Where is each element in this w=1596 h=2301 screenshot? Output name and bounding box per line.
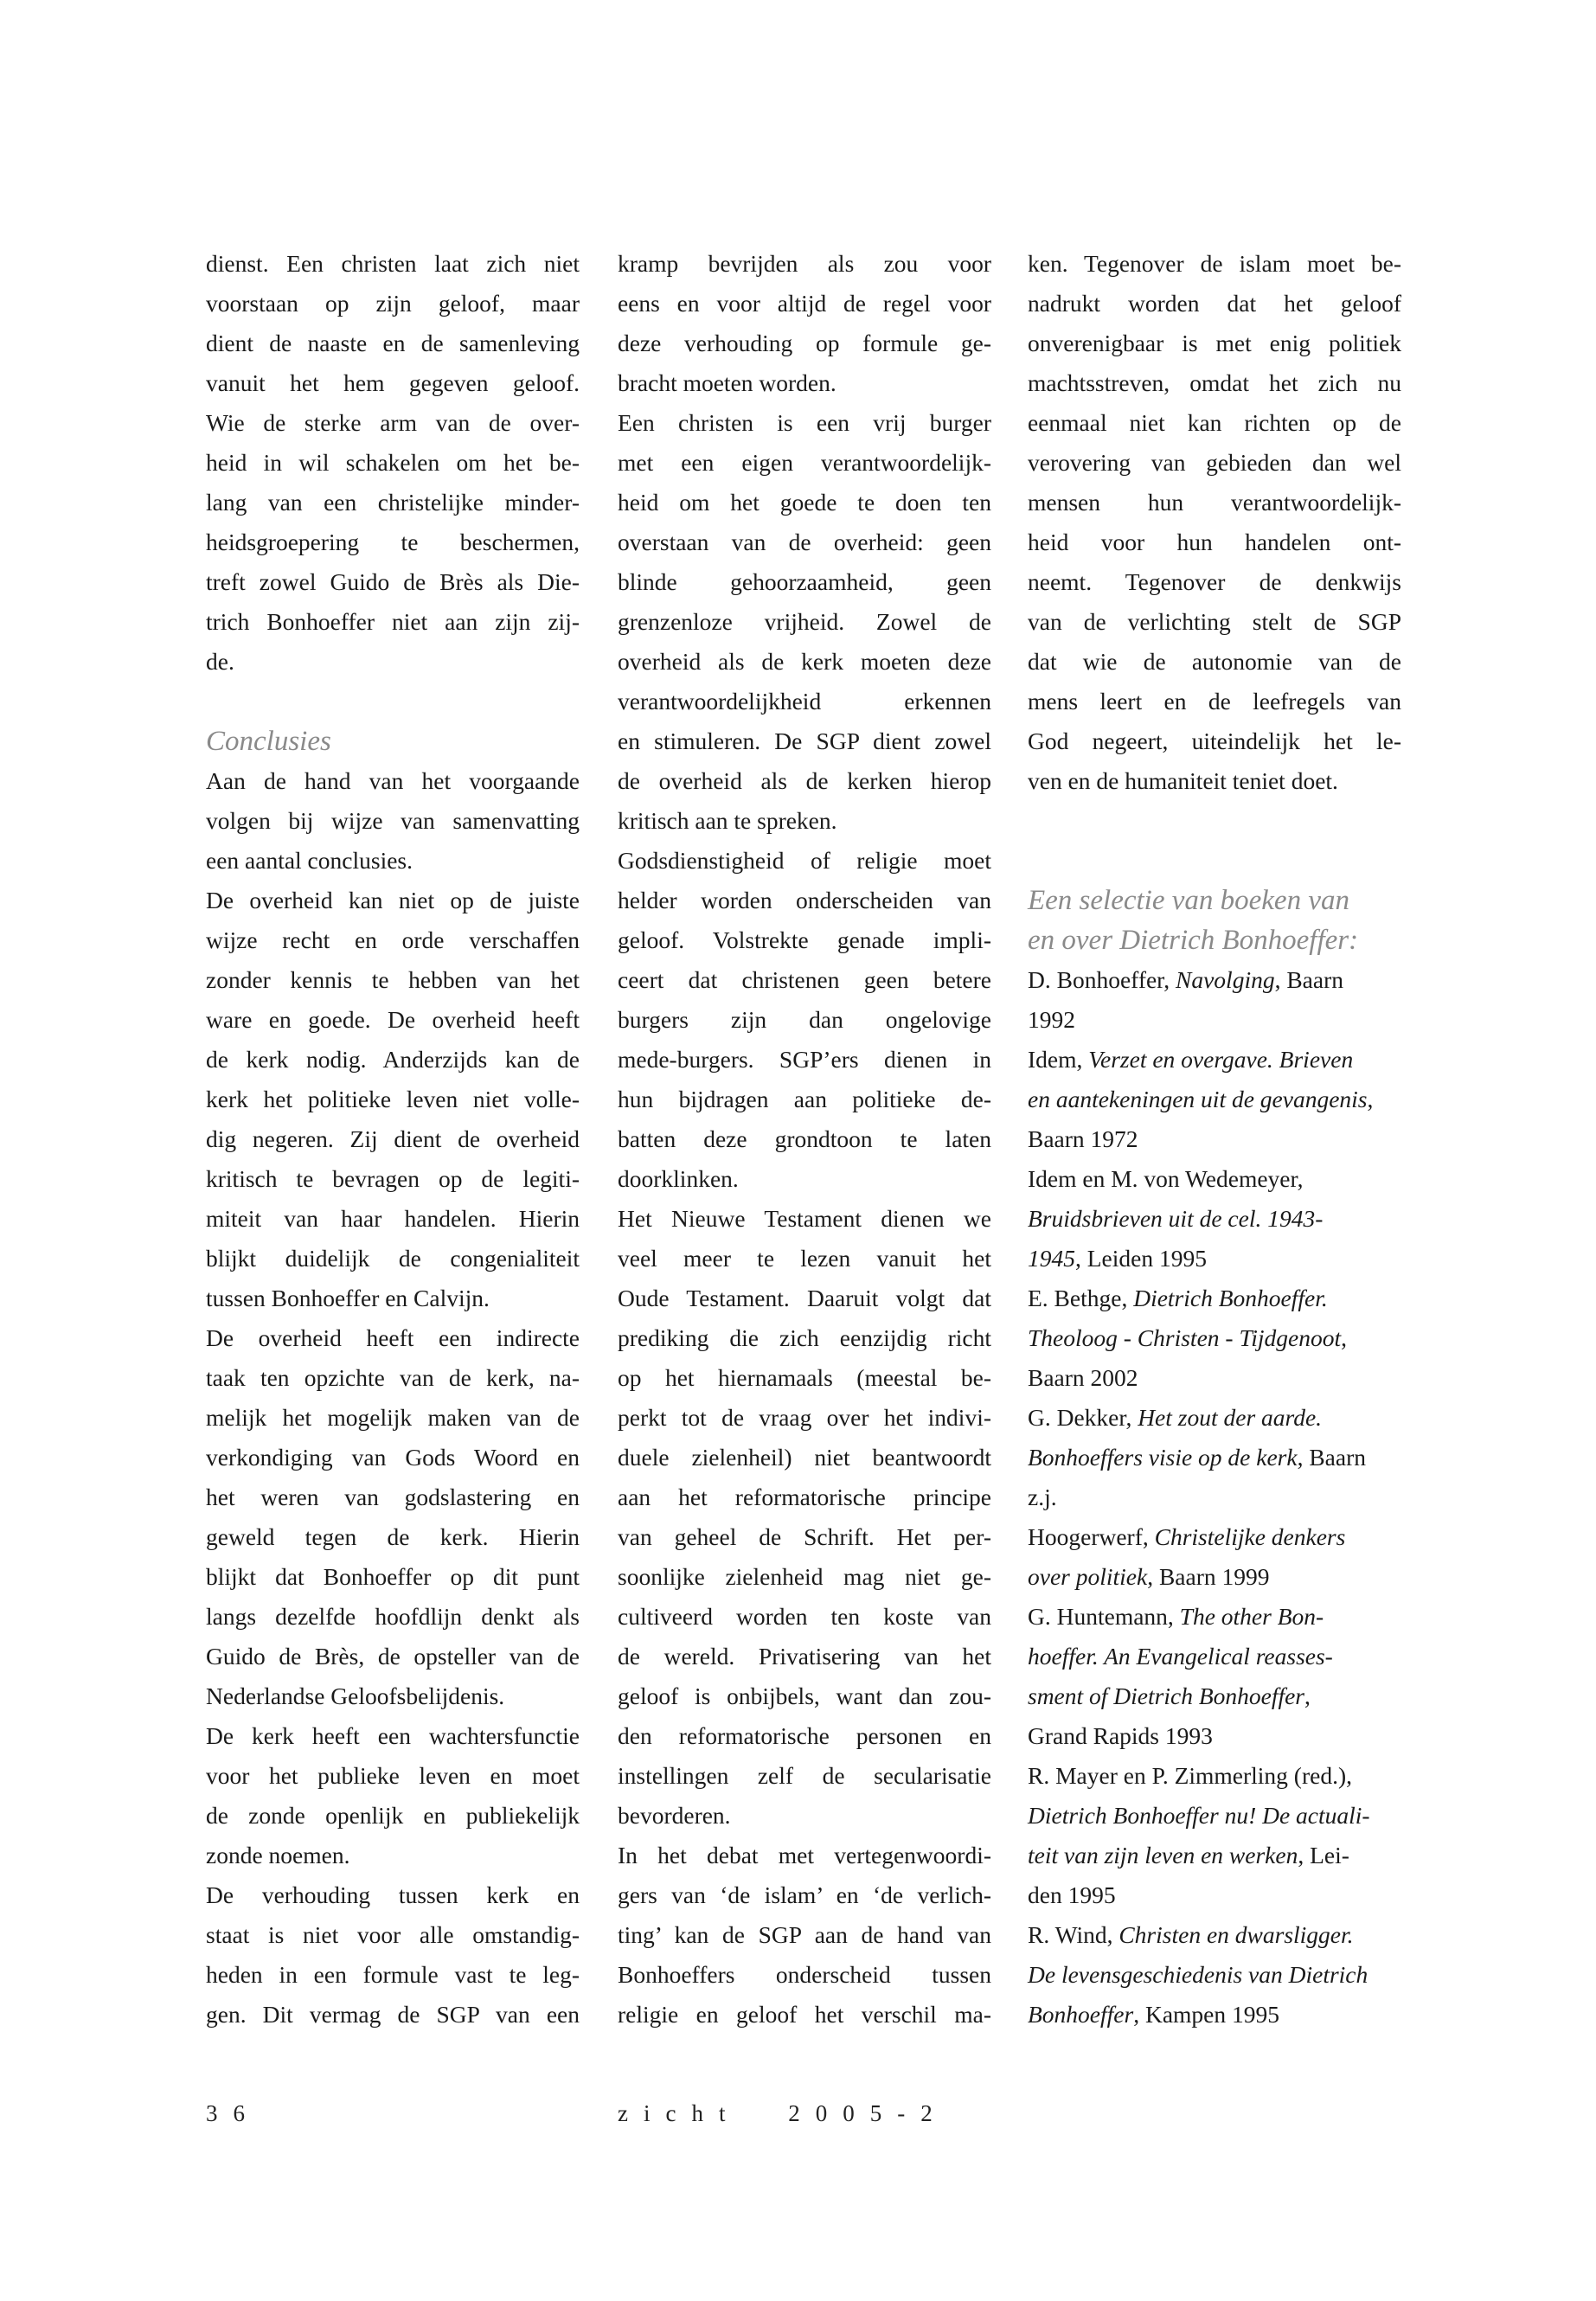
reference-line — [1028, 1119, 1401, 1159]
reference-title: Dietrich Bonhoeffer nu! De actuali- — [1028, 1802, 1370, 1829]
text-line: De overheid heeft een indirecte — [206, 1324, 580, 1351]
reference-text: Baarn 2002 — [1028, 1364, 1138, 1391]
reference-line — [1028, 1716, 1401, 1756]
reference-line — [1028, 1796, 1401, 1836]
reference-item — [1028, 1756, 1401, 1915]
column-left — [206, 244, 580, 2035]
text-line: batten deze grondtoon te laten — [618, 1125, 991, 1152]
text-line: Nederlandse Geloofsbelijdenis. — [206, 1682, 505, 1709]
reference-line — [1028, 1438, 1401, 1477]
reference-title: The other Bon- — [1179, 1603, 1324, 1630]
reference-title: 1945 — [1028, 1245, 1075, 1272]
text-line: dient de naaste en de samenleving — [206, 330, 580, 356]
text-line: met een eigen verantwoordelijk- — [618, 449, 991, 476]
text-line: de kerk nodig. Anderzijds kan de — [206, 1046, 580, 1073]
text-line: overstaan van de overheid: geen — [618, 529, 991, 555]
text-line: heid om het goede te doen ten — [618, 489, 991, 516]
text-line: den reformatorische personen en — [618, 1722, 991, 1749]
text-line: verkondiging van Gods Woord en — [206, 1444, 580, 1471]
body-paragraph — [618, 1199, 991, 1836]
reference-title: Bonhoeffer — [1028, 2001, 1134, 2028]
text-line: zonde noemen. — [206, 1842, 350, 1868]
reference-line — [1028, 1040, 1401, 1080]
reference-text: , — [1341, 1324, 1347, 1351]
reference-text: Hoogerwerf, — [1028, 1523, 1155, 1550]
reference-item — [1028, 1915, 1401, 2035]
text-line: Godsdienstigheid of religie moet — [618, 847, 991, 874]
text-line: lang van een christelijke minder- — [206, 489, 580, 516]
reference-item — [1028, 1398, 1401, 1517]
text-line: dienst. Een christen laat zich niet — [206, 250, 580, 277]
column-middle — [618, 244, 991, 2035]
reference-title: Christen en dwarsligger. — [1118, 1921, 1354, 1948]
reference-text: G. Huntemann, — [1028, 1603, 1180, 1630]
body-paragraph — [206, 881, 580, 1318]
reference-title: Navolging — [1176, 966, 1275, 993]
text-line: mede-burgers. SGP’ers dienen in — [618, 1046, 991, 1073]
reference-title: Bonhoeffers visie op de kerk — [1028, 1444, 1298, 1471]
text-line: neemt. Tegenover de denkwijs — [1028, 568, 1401, 595]
text-line: perkt tot de vraag over het indivi- — [618, 1404, 991, 1431]
reference-title: teit van zijn leven en werken — [1028, 1842, 1298, 1868]
text-line: eens en voor altijd de regel voor — [618, 290, 991, 317]
text-line: bracht moeten worden. — [618, 369, 836, 396]
books-heading — [1028, 881, 1401, 960]
text-line: eenmaal niet kan richten op de — [1028, 409, 1401, 436]
reference-line — [1028, 1239, 1401, 1279]
text-line: heid voor hun handelen ont- — [1028, 529, 1401, 555]
reference-title: Het zout der aarde. — [1138, 1404, 1323, 1431]
reference-text: Grand Rapids 1993 — [1028, 1722, 1213, 1749]
reference-line — [1028, 960, 1401, 1000]
text-line: blinde gehoorzaamheid, geen — [618, 568, 991, 595]
text-line: duele zielenheil) niet beantwoordt — [618, 1444, 991, 1471]
text-line: miteit van haar handelen. Hierin — [206, 1205, 580, 1232]
reference-item — [1028, 1597, 1401, 1756]
text-line: op het hiernamaals (meestal be- — [618, 1364, 991, 1391]
text-line: de. — [206, 648, 234, 675]
reference-line — [1028, 1159, 1401, 1199]
text-line: mensen hun verantwoordelijk- — [1028, 489, 1401, 516]
text-line: heid in wil schakelen om het be- — [206, 449, 580, 476]
reference-line — [1028, 1477, 1401, 1517]
reference-text: , — [1367, 1086, 1374, 1112]
text-line: blijkt dat Bonhoeffer op dit punt — [206, 1563, 580, 1590]
reference-text: , Baarn — [1274, 966, 1344, 993]
reference-item — [1028, 960, 1401, 1040]
text-line: de overheid als de kerken hierop — [618, 767, 991, 794]
text-line: vanuit het hem gegeven geloof. — [206, 369, 580, 396]
text-line: grenzenloze vrijheid. Zowel de — [618, 608, 991, 635]
reference-item — [1028, 1279, 1401, 1398]
reference-line — [1028, 1199, 1401, 1239]
reference-line — [1028, 1756, 1401, 1796]
text-line: gen. Dit vermag de SGP van een — [206, 2001, 580, 2028]
text-line: ting’ kan de SGP aan de hand van — [618, 1921, 991, 1948]
text-line: ceert dat christenen geen betere — [618, 966, 991, 993]
text-line: dig negeren. Zij dient de overheid — [206, 1125, 580, 1152]
text-line: heden in een formule vast te leg- — [206, 1961, 580, 1988]
reference-line — [1028, 1995, 1401, 2035]
reference-text: 1992 — [1028, 1006, 1075, 1033]
reference-line — [1028, 1597, 1401, 1637]
reference-title: Bruidsbrieven uit de cel. 1943- — [1028, 1205, 1324, 1232]
reference-text: Baarn 1972 — [1028, 1125, 1138, 1152]
reference-line — [1028, 1517, 1401, 1557]
reference-line — [1028, 1358, 1401, 1398]
text-line: machtsstreven, omdat het zich nu — [1028, 369, 1401, 396]
reference-item — [1028, 1159, 1401, 1279]
reference-text: , Baarn 1999 — [1147, 1563, 1270, 1590]
text-line: verovering van gebieden dan wel — [1028, 449, 1401, 476]
text-line: kerk het politieke leven niet volle- — [206, 1086, 580, 1112]
section-heading-conclusies: Conclusies — [206, 726, 331, 757]
reference-text: E. Bethge, — [1028, 1285, 1134, 1311]
text-line: wijze recht en orde verschaffen — [206, 926, 580, 953]
text-line: nadrukt worden dat het geloof — [1028, 290, 1401, 317]
books-heading-line: Een selectie van boeken van — [1028, 885, 1349, 916]
text-line: geloof is onbijbels, want dan zou- — [618, 1682, 991, 1709]
body-paragraph — [206, 1318, 580, 1716]
reference-text: , Kampen 1995 — [1133, 2001, 1279, 2028]
reference-line — [1028, 1875, 1401, 1915]
text-line: dat wie de autonomie van de — [1028, 648, 1401, 675]
body-paragraph — [618, 841, 991, 1199]
text-line: onverenigbaar is met enig politiek — [1028, 330, 1401, 356]
body-paragraph — [206, 244, 580, 682]
text-line: blijkt duidelijk de congenialiteit — [206, 1245, 580, 1272]
text-line: God negeert, uiteindelijk het le- — [1028, 727, 1401, 754]
text-line: gers van ‘de islam’ en ‘de verlich- — [618, 1881, 991, 1908]
body-paragraph — [1028, 244, 1401, 801]
text-line: veel meer te lezen vanuit het — [618, 1245, 991, 1272]
text-line: trich Bonhoeffer niet aan zijn zij- — [206, 608, 580, 635]
text-line: Guido de Brès, de opsteller van de — [206, 1643, 580, 1670]
reference-text: , — [1304, 1682, 1311, 1709]
text-line: hun bijdragen aan politieke de- — [618, 1086, 991, 1112]
text-line: deze verhouding op formule ge- — [618, 330, 991, 356]
column-right — [1028, 244, 1401, 2035]
text-line: Het Nieuwe Testament dienen we — [618, 1205, 991, 1232]
reference-text: Idem, — [1028, 1046, 1089, 1073]
text-line: het weren van godslastering en — [206, 1484, 580, 1510]
text-line: doorklinken. — [618, 1165, 739, 1192]
text-line: tussen Bonhoeffer en Calvijn. — [206, 1285, 490, 1311]
body-paragraph — [618, 403, 991, 841]
text-line: Oude Testament. Daaruit volgt dat — [618, 1285, 991, 1311]
text-line: langs dezelfde hoofdlijn denkt als — [206, 1603, 580, 1630]
text-line: geloof. Volstrekte genade impli- — [618, 926, 991, 953]
reference-title: Christelijke denkers — [1154, 1523, 1346, 1550]
reference-text: den 1995 — [1028, 1881, 1116, 1908]
text-line: helder worden onderscheiden van — [618, 887, 991, 913]
reference-title: De levensgeschiedenis van Dietrich — [1028, 1961, 1368, 1988]
text-line: ven en de humaniteit teniet doet. — [1028, 767, 1338, 794]
text-line: geweld tegen de kerk. Hierin — [206, 1523, 580, 1550]
text-line: aan het reformatorische principe — [618, 1484, 991, 1510]
text-line: kramp bevrijden als zou voor — [618, 250, 991, 277]
reference-text: , Leiden 1995 — [1075, 1245, 1207, 1272]
reference-title: over politiek — [1028, 1563, 1148, 1590]
publication-name: zicht 2005-2 — [618, 2100, 948, 2126]
text-line: taak ten opzichte van de kerk, na- — [206, 1364, 580, 1391]
text-line: Een christen is een vrij burger — [618, 409, 991, 436]
body-paragraph — [206, 1716, 580, 1875]
reference-title: en aantekeningen uit de gevangenis — [1028, 1086, 1368, 1112]
text-line: Bonhoeffers onderscheid tussen — [618, 1961, 991, 1988]
reference-text: R. Wind, — [1028, 1921, 1119, 1948]
reference-line — [1028, 1398, 1401, 1438]
body-paragraph — [618, 1836, 991, 2035]
text-line: bevorderen. — [618, 1802, 731, 1829]
body-paragraph — [206, 761, 580, 881]
reference-line — [1028, 1915, 1401, 1955]
text-line: mens leert en de leefregels van — [1028, 688, 1401, 715]
reference-text: G. Dekker, — [1028, 1404, 1138, 1431]
reference-line — [1028, 1955, 1401, 1995]
text-line: prediking die zich eenzijdig richt — [618, 1324, 991, 1351]
text-line: cultiveerd worden ten koste van — [618, 1603, 991, 1630]
text-line: De kerk heeft een wachtersfunctie — [206, 1722, 580, 1749]
reference-text: R. Mayer en P. Zimmerling (red.), — [1028, 1762, 1352, 1789]
text-line: melijk het mogelijk maken van de — [206, 1404, 580, 1431]
text-line: Aan de hand van het voorgaande — [206, 767, 580, 794]
reference-title: hoeffer. An Evangelical reasses- — [1028, 1643, 1333, 1670]
publication-title — [618, 2100, 948, 2127]
page-number: 36 — [206, 2100, 260, 2126]
text-line: burgers zijn dan ongelovige — [618, 1006, 991, 1033]
reference-title: Dietrich Bonhoeffer. — [1133, 1285, 1328, 1311]
reference-line — [1028, 1637, 1401, 1676]
text-line: volgen bij wijze van samenvatting — [206, 807, 580, 834]
reference-text: D. Bonhoeffer, — [1028, 966, 1176, 993]
text-line: de wereld. Privatisering van het — [618, 1643, 991, 1670]
text-line: Wie de sterke arm van de over- — [206, 409, 580, 436]
text-line: en stimuleren. De SGP dient zowel — [618, 727, 991, 754]
reference-text: Idem en M. von Wedemeyer, — [1028, 1165, 1304, 1192]
reference-text: , Baarn — [1297, 1444, 1366, 1471]
text-line: ken. Tegenover de islam moet be- — [1028, 250, 1401, 277]
reference-title: Theoloog - Christen - Tijdgenoot — [1028, 1324, 1342, 1351]
reference-text: , Lei- — [1298, 1842, 1349, 1868]
books-heading-line: en over Dietrich Bonhoeffer: — [1028, 925, 1359, 956]
text-line: van geheel de Schrift. Het per- — [618, 1523, 991, 1550]
text-line: van de verlichting stelt de SGP — [1028, 608, 1401, 635]
text-line: instellingen zelf de secularisatie — [618, 1762, 991, 1789]
body-paragraph — [618, 244, 991, 403]
reference-line — [1028, 1279, 1401, 1318]
reference-item — [1028, 1517, 1401, 1597]
body-paragraph — [206, 1875, 580, 2035]
text-line: treft zowel Guido de Brès als Die- — [206, 568, 580, 595]
text-line: de zonde openlijk en publiekelijk — [206, 1802, 580, 1829]
reference-line — [1028, 1557, 1401, 1597]
text-line: voor het publieke leven en moet — [206, 1762, 580, 1789]
text-line: overheid als de kerk moeten deze — [618, 648, 991, 675]
text-line: staat is niet voor alle omstandig- — [206, 1921, 580, 1948]
reference-list — [1028, 960, 1401, 2035]
reference-line — [1028, 1676, 1401, 1716]
reference-line — [1028, 1080, 1401, 1119]
text-line: De overheid kan niet op de juiste — [206, 887, 580, 913]
text-line: soonlijke zielenheid mag niet ge- — [618, 1563, 991, 1590]
text-line: voorstaan op zijn geloof, maar — [206, 290, 580, 317]
text-line: ware en goede. De overheid heeft — [206, 1006, 580, 1033]
text-line: De verhouding tussen kerk en — [206, 1881, 580, 1908]
text-line: een aantal conclusies. — [206, 847, 413, 874]
reference-title: sment of Dietrich Bonhoeffer — [1028, 1682, 1305, 1709]
reference-line — [1028, 1000, 1401, 1040]
text-line: religie en geloof het verschil ma- — [618, 2001, 991, 2028]
text-line: In het debat met vertegenwoordi- — [618, 1842, 991, 1868]
text-line: heidsgroepering te beschermen, — [206, 529, 580, 555]
reference-line — [1028, 1318, 1401, 1358]
text-line: kritisch aan te spreken. — [618, 807, 837, 834]
text-line: zonder kennis te hebben van het — [206, 966, 580, 993]
text-line: kritisch te bevragen op de legiti- — [206, 1165, 580, 1192]
text-line: verantwoordelijkheid erkennen — [618, 688, 991, 715]
reference-item — [1028, 1040, 1401, 1159]
reference-title: Verzet en overgave. Brieven — [1088, 1046, 1354, 1073]
reference-text: z.j. — [1028, 1484, 1057, 1510]
reference-line — [1028, 1836, 1401, 1875]
